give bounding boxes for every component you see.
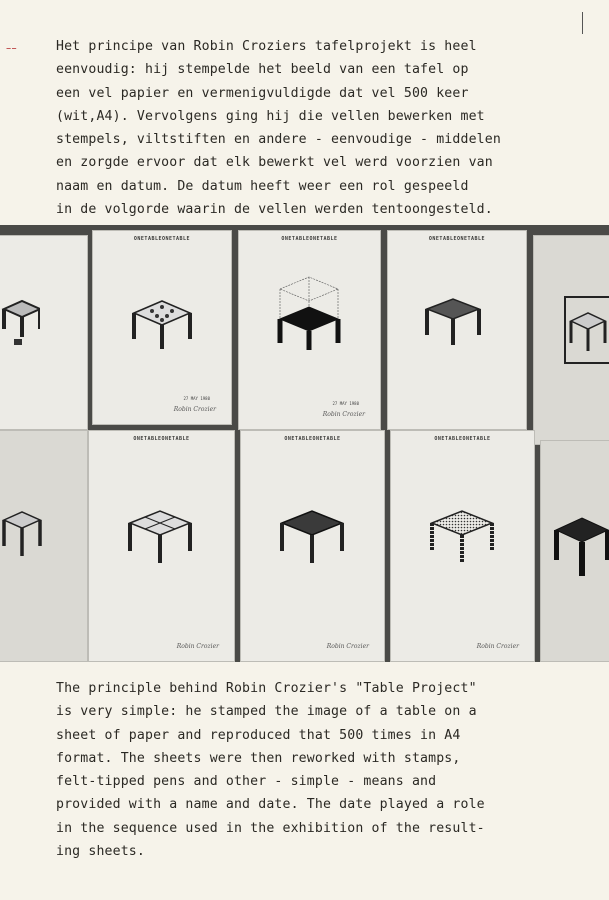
table-drawing — [128, 505, 192, 563]
photo-sheet — [533, 235, 609, 445]
english-line: in the sequence used in the exhibition of the result- — [56, 820, 485, 836]
dutch-line: naam en datum. De datum heeft weer een rol gespeeld — [56, 178, 469, 194]
sheet-date-stamp: 27 MAY 1980 — [183, 396, 210, 401]
photo-sheet — [540, 440, 609, 662]
sheet-stamp-label: ONETABLEONETABLE — [133, 436, 190, 442]
margin-pencil-mark: ¦ — [5, 46, 19, 51]
dutch-line: (wit,A4). Vervolgens ging hij die vellen bewerken met — [56, 108, 485, 124]
table-drawing — [430, 505, 494, 563]
artist-signature: Robin Crozier — [476, 643, 519, 650]
english-paragraph — [56, 677, 569, 863]
english-line: felt-tipped pens and other - simple - means and — [56, 774, 437, 790]
english-line: The principle behind Robin Crozier's "Table Project" — [56, 681, 477, 696]
english-line: sheet of paper and reproduced that 500 times in A4 — [56, 727, 461, 743]
corner-tick-mark — [582, 12, 583, 34]
photo-sheet — [92, 230, 232, 425]
table-drawing — [132, 295, 192, 350]
artist-signature: Robin Crozier — [326, 643, 369, 650]
english-line: ing sheets. — [56, 844, 145, 860]
table-drawing — [425, 295, 481, 345]
artist-signature: Robin Crozier — [322, 411, 365, 418]
photo-sheet — [238, 230, 381, 430]
dutch-line: en zorgde ervoor dat elk bewerkt vel werd voorzien van — [56, 155, 493, 171]
photo-sheet — [390, 430, 535, 662]
dutch-line: in de volgorde waarin de vellen werden tentoongesteld. — [56, 202, 493, 218]
photo-sheet — [387, 230, 527, 430]
sheet-stamp-label: ONETABLEONETABLE — [434, 436, 491, 442]
english-line: provided with a name and date. The date played a role — [56, 797, 485, 813]
artist-signature: Robin Crozier — [176, 643, 219, 650]
dutch-paragraph — [56, 35, 569, 221]
table-drawing — [276, 275, 342, 350]
photo-sheet — [240, 430, 385, 662]
table-drawing — [2, 500, 42, 560]
table-drawing — [563, 295, 609, 365]
dutch-line: Het principe van Robin Croziers tafelprojekt is heel — [56, 39, 477, 54]
sheet-stamp-label: ONETABLEONETABLE — [428, 236, 486, 242]
table-drawing — [0, 295, 40, 345]
table-drawing — [280, 505, 344, 563]
english-line: format. The sheets were then reworked with stamps, — [56, 750, 461, 766]
english-line: is very simple: he stamped the image of a table on a — [56, 704, 477, 720]
photo-sheet — [88, 430, 235, 662]
sheet-stamp-label: ONETABLEONETABLE — [133, 236, 191, 242]
sheet-stamp-label: ONETABLEONETABLE — [284, 436, 341, 442]
sheet-stamp-label: ONETABLEONETABLE — [281, 236, 338, 242]
photo-sheet — [0, 430, 88, 662]
sheet-date-stamp: 27 MAY 1980 — [332, 401, 359, 406]
dutch-line: eenvoudig: hij stempelde het beeld van een tafel op — [56, 62, 469, 78]
table-drawing — [554, 510, 609, 580]
dutch-line: een vel papier en vermenigvuldigde dat vel 500 keer — [56, 85, 469, 101]
dutch-line: stempels, viltstiften en andere - eenvoudige - middelen — [56, 132, 501, 148]
exhibition-photo — [0, 225, 609, 662]
artist-signature: Robin Crozier — [173, 406, 216, 413]
photo-sheet — [0, 235, 88, 430]
